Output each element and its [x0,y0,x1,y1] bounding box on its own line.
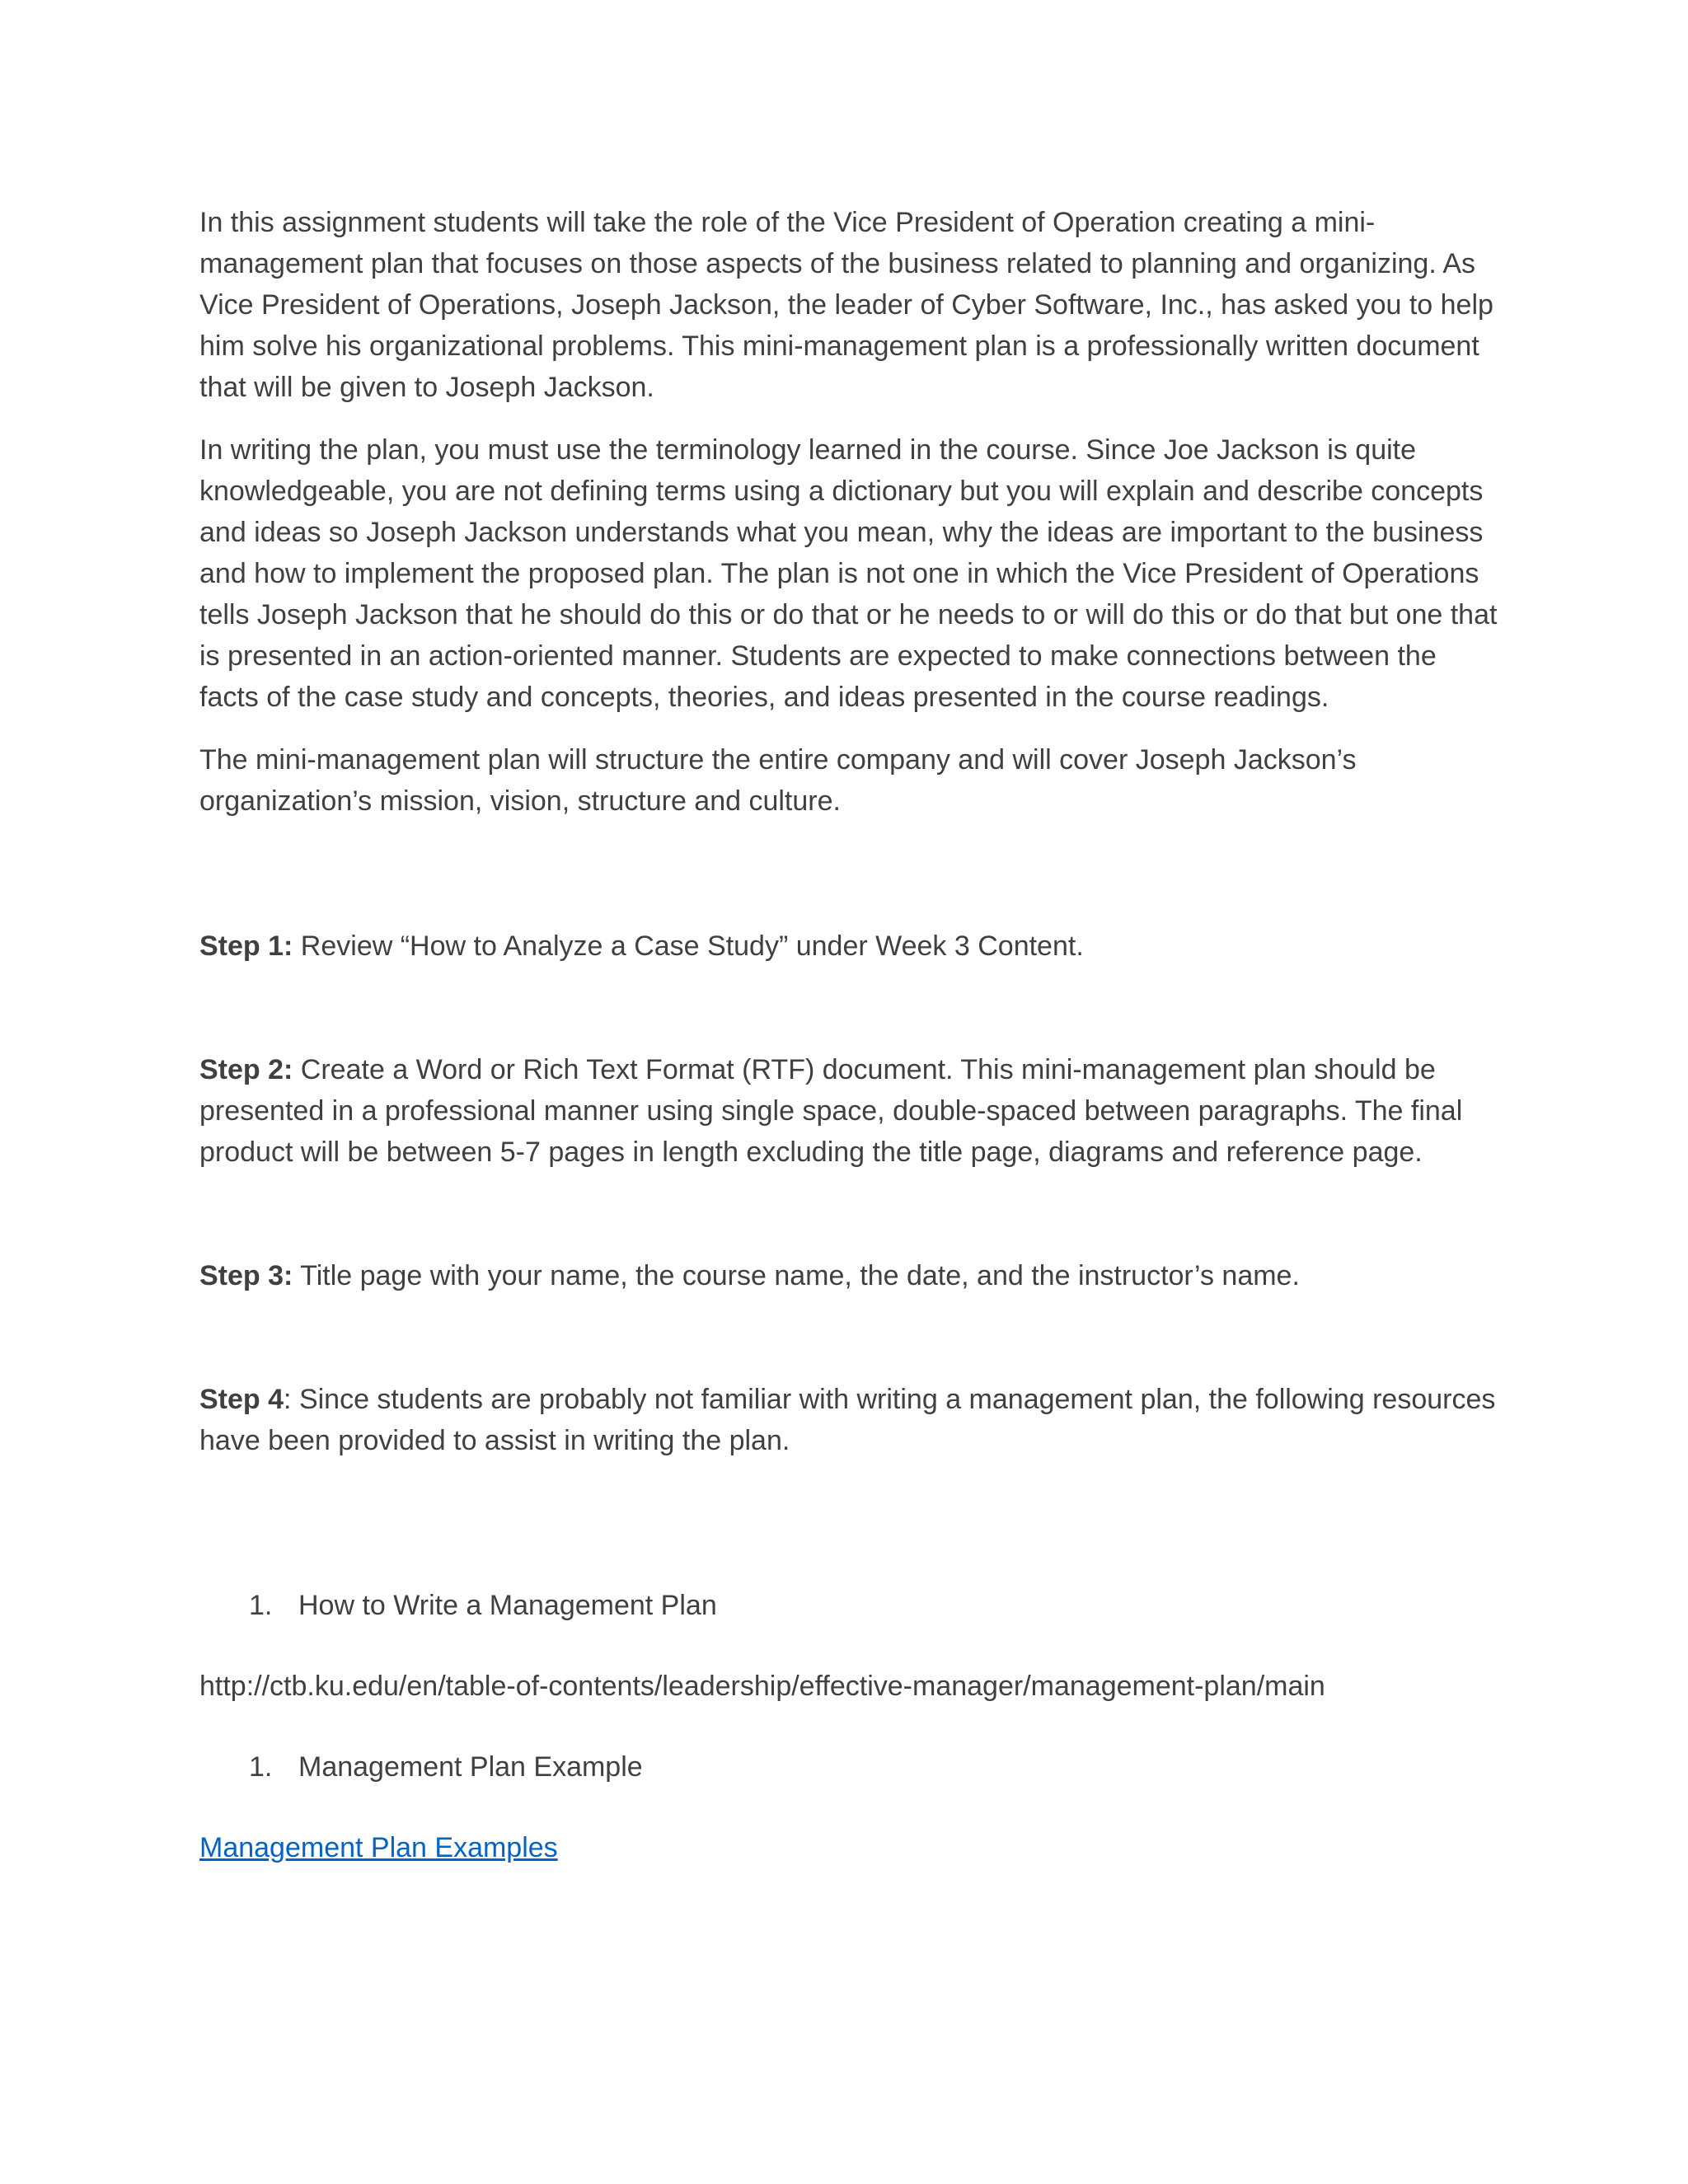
management-plan-examples-link[interactable]: Management Plan Examples [199,1832,558,1863]
list-item-number: 1. [249,1590,273,1621]
step-4-text: : Since students are probably not familiar with writing a management plan, the following resources have been provided to assist in writing the plan. [199,1384,1496,1456]
step-1 [199,926,1502,967]
step-3-label: Step 3: [199,1260,293,1291]
step-4 [199,1379,1502,1461]
terminology-paragraph: In writing the plan, you must use the terminology learned in the course. Since Joe Jackson is quite knowledgeable, you are not defining terms using a dictionary but you will explain and describe concepts and ideas so Joseph Jackson understands what you mean, why the ideas are important to the business and how to implement the proposed plan. The plan is not one in which the Vice President of Operations tells Joseph Jackson that he should do this or do that or he needs to or will do this or do that but one that is presented in an action-oriented manner. Students are expected to make connections between the facts of the case study and concepts, theories, and ideas presented in the course readings. [199,434,1498,713]
step-1-label: Step 1: [199,930,293,962]
step-2 [199,1049,1502,1173]
step-1-text: Review “How to Analyze a Case Study” under Week 3 Content. [293,930,1084,962]
document-page [199,202,1502,1896]
step-2-text: Create a Word or Rich Text Format (RTF) document. This mini-management plan should be presented in a professional manner using single space, double-spaced between paragraphs. The final product will be between 5-7 pages in length excluding the title page, diagrams and reference page. [199,1054,1463,1168]
list-item [199,1585,1502,1626]
step-3 [199,1255,1502,1296]
link-line [199,1827,1502,1868]
list-item-title: Management Plan Example [298,1751,643,1783]
list-item-number: 1. [249,1751,273,1783]
resource-url: http://ctb.ku.edu/en/table-of-contents/leadership/effective-manager/management-plan/main [199,1671,1325,1702]
intro-paragraph: In this assignment students will take the role of the Vice President of Operation creating a mini-management plan that focuses on those aspects of the business related to planning and organizing. As Vice President of Operations, Joseph Jackson, the leader of Cyber Software, Inc., has asked you to help him solve his organizational problems. This mini-management plan is a professionally written document that will be given to Joseph Jackson. [199,207,1493,403]
step-3-text: Title page with your name, the course name, the date, and the instructor’s name. [293,1260,1300,1291]
step-2-label: Step 2: [199,1054,293,1085]
list-item [199,1746,1502,1788]
scope-paragraph: The mini-management plan will structure the entire company and will cover Joseph Jackson’s organization’s mission, vision, structure and culture. [199,744,1357,817]
list-item-title: How to Write a Management Plan [298,1590,717,1621]
step-4-label: Step 4 [199,1384,284,1415]
